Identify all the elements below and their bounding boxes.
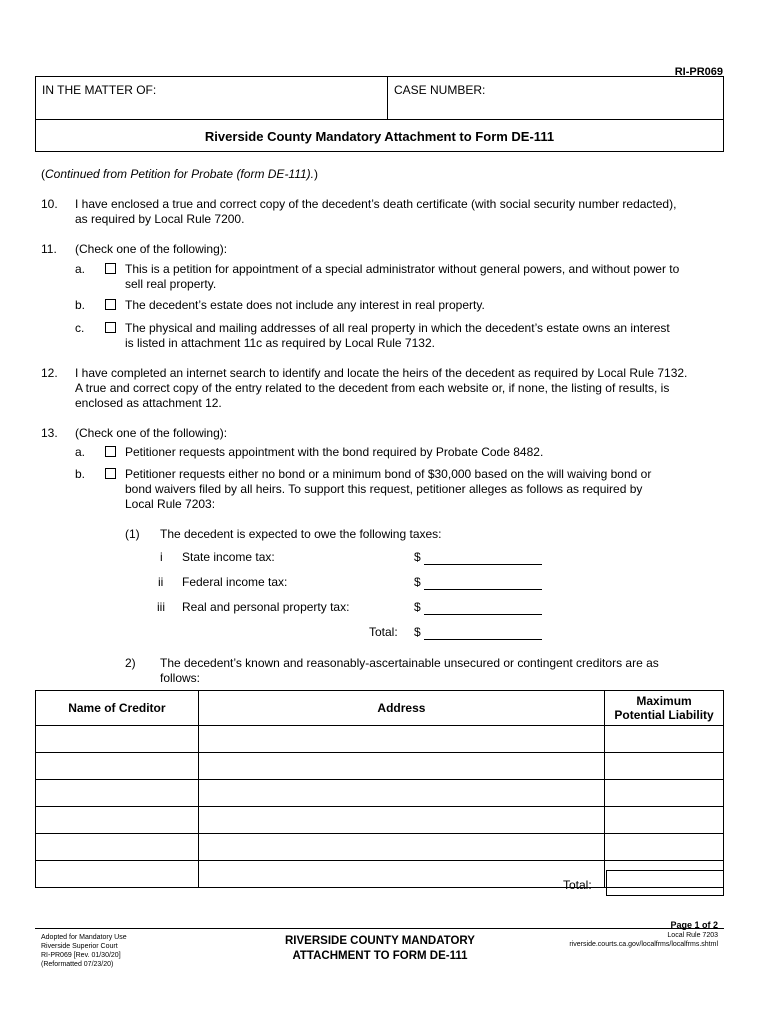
tax-row-2-field[interactable]: $	[414, 575, 542, 590]
item-11c-checkbox[interactable]	[105, 322, 116, 333]
item-11b-checkbox[interactable]	[105, 299, 116, 310]
item-13-number: 13.	[41, 426, 58, 440]
item-12-line2: A true and correct copy of the entry related to the decedent from each website or, if none, the listing of results, is	[75, 381, 670, 395]
page-number: Page 1 of 2	[670, 920, 718, 930]
caption-box	[35, 76, 724, 152]
item-12-line1: I have completed an internet search to identify and locate the heirs of the decedent as required by Local Rule 7132.	[75, 366, 688, 380]
creditor-liability-cell[interactable]	[605, 834, 724, 861]
item-13b-line2: bond waivers filed by all heirs. To support this request, petitioner alleges as follows as required by	[125, 482, 643, 496]
continued-note: (Continued from Petition for Probate (form DE-111).)	[41, 167, 319, 181]
tax-row-1-field[interactable]: $	[414, 550, 542, 565]
footer-url[interactable]: riverside.courts.ca.gov/localfrms/localfrms.shtml	[569, 941, 718, 948]
item-13a-line1: Petitioner requests appointment with the bond required by Probate Code 8482.	[125, 445, 544, 459]
item-11a-line2: sell real property.	[125, 277, 217, 291]
item-12-number: 12.	[41, 366, 58, 380]
creditor-name-cell[interactable]	[36, 753, 199, 780]
table-row	[36, 834, 724, 861]
creditor-address-cell[interactable]	[198, 834, 604, 861]
creditor-liability-cell[interactable]	[605, 726, 724, 753]
table-row	[36, 753, 724, 780]
item-13b-line3: Local Rule 7203:	[125, 497, 216, 511]
creditor-total-label: Total:	[563, 878, 592, 892]
tax-row-3-label: Real and personal property tax:	[182, 600, 350, 614]
table-row	[36, 807, 724, 834]
item-13b-line1: Petitioner requests either no bond or a minimum bond of $30,000 based on the will waiving bond or	[125, 467, 652, 481]
item-11b-line1: The decedent’s estate does not include any interest in real property.	[125, 298, 485, 312]
footer-local-rule: Local Rule 7203	[667, 932, 718, 939]
item-12-line3: enclosed as attachment 12.	[75, 396, 222, 410]
sub2-number: 2)	[125, 656, 136, 670]
creditor-name-cell[interactable]	[36, 834, 199, 861]
caption-divider	[387, 77, 388, 119]
item-11a-line1: This is a petition for appointment of a special administrator without general powers, and without power to	[125, 262, 680, 276]
tax-row-1-num: i	[160, 550, 163, 564]
form-code: RI-PR069	[674, 66, 723, 78]
creditor-name-cell[interactable]	[36, 861, 199, 888]
item-11c-line1: The physical and mailing addresses of all real property in which the decedent’s estate owns an interest	[125, 321, 670, 335]
item-10-number: 10.	[41, 197, 58, 211]
item-11a-checkbox[interactable]	[105, 263, 116, 274]
table-row	[36, 726, 724, 753]
header-name-of-creditor: Name of Creditor	[36, 691, 199, 726]
footer-adoption: Adopted for Mandatory Use Riverside Superior Court RI-PR069 [Rev. 01/30/20] (Reformatted 07/23/20)	[41, 934, 127, 968]
creditor-name-cell[interactable]	[36, 807, 199, 834]
sub2-line1: The decedent’s known and reasonably-ascertainable unsecured or contingent creditors are as	[160, 656, 659, 670]
form-title: Riverside County Mandatory Attachment to Form DE-111	[204, 129, 555, 144]
creditor-liability-cell[interactable]	[605, 780, 724, 807]
item-13a-checkbox[interactable]	[105, 446, 116, 457]
item-13b-checkbox[interactable]	[105, 468, 116, 479]
item-11b-letter: b.	[75, 298, 86, 312]
tax-total-field[interactable]: $	[414, 625, 542, 640]
creditor-table	[35, 690, 724, 888]
tax-row-1-label: State income tax:	[182, 550, 275, 564]
tax-total-label: Total:	[369, 625, 398, 639]
item-11-intro: (Check one of the following):	[75, 242, 228, 256]
creditor-address-cell[interactable]	[198, 861, 604, 888]
item-10-line1: I have enclosed a true and correct copy of the decedent’s death certificate (with social security number redacted),	[75, 197, 677, 211]
item-10-line2: as required by Local Rule 7200.	[75, 212, 245, 226]
footer-title: RIVERSIDE COUNTY MANDATORY ATTACHMENT TO FORM DE-111	[285, 935, 475, 962]
creditor-address-cell[interactable]	[198, 780, 604, 807]
sub2-line2: follows:	[160, 671, 201, 685]
item-11a-letter: a.	[75, 262, 86, 276]
creditor-table-header	[36, 691, 724, 726]
creditor-address-cell[interactable]	[198, 726, 604, 753]
creditor-address-cell[interactable]	[198, 807, 604, 834]
item-13b-letter: b.	[75, 467, 86, 481]
creditor-address-cell[interactable]	[198, 753, 604, 780]
matter-label: IN THE MATTER OF:	[42, 83, 157, 97]
tax-row-2-num: ii	[158, 575, 164, 589]
item-13a-letter: a.	[75, 445, 86, 459]
item-11-number: 11.	[41, 242, 57, 256]
item-13-intro: (Check one of the following):	[75, 426, 228, 440]
header-max-liability: Maximum Potential Liability	[605, 691, 724, 726]
header-address: Address	[198, 691, 604, 726]
creditor-total-field[interactable]	[606, 870, 724, 896]
creditor-name-cell[interactable]	[36, 726, 199, 753]
tax-row-2-label: Federal income tax:	[182, 575, 288, 589]
creditor-name-cell[interactable]	[36, 780, 199, 807]
footer-rule	[35, 928, 724, 929]
sub1-number: (1)	[125, 527, 140, 541]
item-11c-letter: c.	[75, 321, 85, 335]
tax-row-3-field[interactable]: $	[414, 600, 542, 615]
sub1-text: The decedent is expected to owe the following taxes:	[160, 527, 442, 541]
tax-row-3-num: iii	[157, 600, 165, 614]
table-row	[36, 780, 724, 807]
creditor-liability-cell[interactable]	[605, 753, 724, 780]
case-number-label: CASE NUMBER:	[394, 83, 486, 97]
creditor-liability-cell[interactable]	[605, 807, 724, 834]
item-11c-line2: is listed in attachment 11c as required by Local Rule 7132.	[125, 336, 435, 350]
